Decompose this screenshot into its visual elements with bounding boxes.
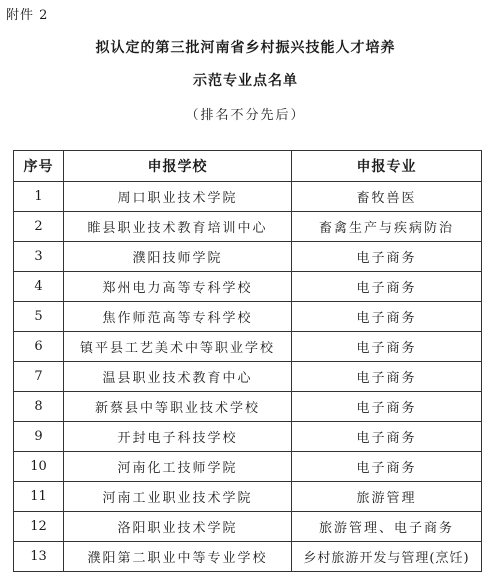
roster-table-body <box>14 182 482 572</box>
school-name-cell: 焦作师范高等专科学校 <box>64 302 292 332</box>
table-row <box>14 302 482 332</box>
row-number-cell: 11 <box>14 482 64 512</box>
attachment-label: 附件 2 <box>6 8 49 23</box>
school-name-cell: 濮阳第二职业中等专业学校 <box>64 542 292 572</box>
school-name-cell: 河南化工技师学院 <box>64 452 292 482</box>
table-row <box>14 362 482 392</box>
table-header-row <box>14 151 482 182</box>
school-name-cell: 洛阳职业技术学院 <box>64 512 292 542</box>
school-name-cell: 周口职业技术学院 <box>64 182 292 212</box>
column-header-number: 序号 <box>14 151 64 182</box>
school-name-cell: 睢县职业技术教育培训中心 <box>64 212 292 242</box>
major-name-cell: 电子商务 <box>292 452 482 482</box>
major-name-cell: 旅游管理 <box>292 482 482 512</box>
major-name-cell: 电子商务 <box>292 362 482 392</box>
table-row <box>14 542 482 572</box>
row-number-cell: 4 <box>14 272 64 302</box>
school-name-cell: 河南工业职业技术学院 <box>64 482 292 512</box>
major-name-cell: 旅游管理、电子商务 <box>292 512 482 542</box>
major-name-cell: 电子商务 <box>292 242 482 272</box>
school-name-cell: 新蔡县中等职业技术学校 <box>64 392 292 422</box>
table-row <box>14 452 482 482</box>
major-name-cell: 乡村旅游开发与管理(烹饪) <box>292 542 482 572</box>
school-name-cell: 镇平县工艺美术中等职业学校 <box>64 332 292 362</box>
row-number-cell: 3 <box>14 242 64 272</box>
major-name-cell: 电子商务 <box>292 392 482 422</box>
table-row <box>14 392 482 422</box>
major-name-cell: 电子商务 <box>292 422 482 452</box>
row-number-cell: 13 <box>14 542 64 572</box>
row-number-cell: 1 <box>14 182 64 212</box>
row-number-cell: 9 <box>14 422 64 452</box>
table-row <box>14 512 482 542</box>
school-name-cell: 温县职业技术教育中心 <box>64 362 292 392</box>
major-name-cell: 畜禽生产与疾病防治 <box>292 212 482 242</box>
ranking-note: （排名不分先后） <box>185 108 306 123</box>
row-number-cell: 7 <box>14 362 64 392</box>
row-number-cell: 10 <box>14 452 64 482</box>
major-name-cell: 电子商务 <box>292 302 482 332</box>
roster-table <box>13 150 482 572</box>
document-title-line-2: 示范专业点名单 <box>193 73 298 89</box>
row-number-cell: 6 <box>14 332 64 362</box>
row-number-cell: 2 <box>14 212 64 242</box>
row-number-cell: 8 <box>14 392 64 422</box>
table-row <box>14 422 482 452</box>
major-name-cell: 电子商务 <box>292 332 482 362</box>
table-row <box>14 182 482 212</box>
major-name-cell: 畜牧兽医 <box>292 182 482 212</box>
document-title-line-1: 拟认定的第三批河南省乡村振兴技能人才培养 <box>95 40 396 56</box>
school-name-cell: 濮阳技师学院 <box>64 242 292 272</box>
table-row <box>14 332 482 362</box>
column-header-major: 申报专业 <box>292 151 482 182</box>
table-row <box>14 482 482 512</box>
row-number-cell: 5 <box>14 302 64 332</box>
school-name-cell: 开封电子科技学校 <box>64 422 292 452</box>
table-row <box>14 212 482 242</box>
row-number-cell: 12 <box>14 512 64 542</box>
column-header-school: 申报学校 <box>64 151 292 182</box>
major-name-cell: 电子商务 <box>292 272 482 302</box>
table-row <box>14 272 482 302</box>
table-row <box>14 242 482 272</box>
school-name-cell: 郑州电力高等专科学校 <box>64 272 292 302</box>
